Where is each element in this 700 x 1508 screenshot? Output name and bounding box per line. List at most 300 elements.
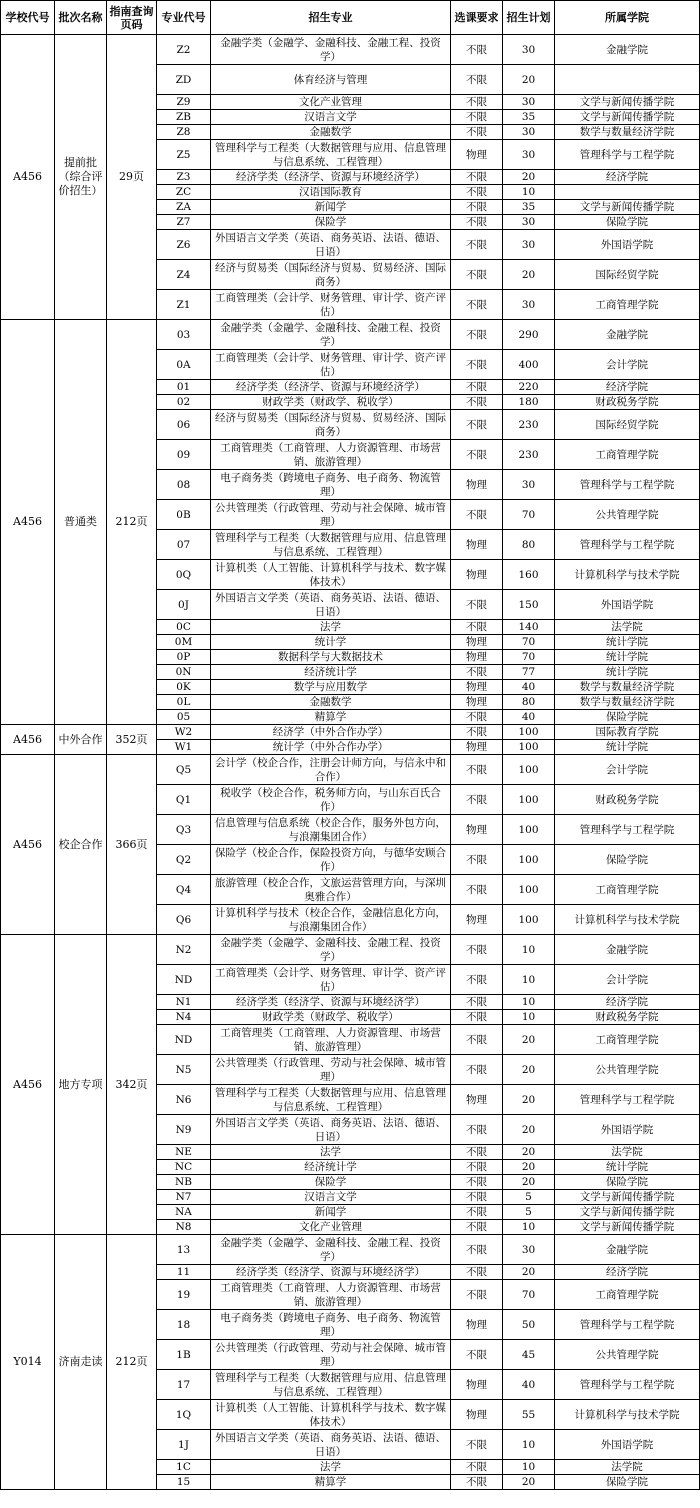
major-name-cell: 金融学类（金融学、金融科技、金融工程、投资学） bbox=[211, 35, 451, 65]
major-code-cell: Q2 bbox=[157, 845, 211, 875]
requirement-cell: 不限 bbox=[451, 125, 503, 140]
major-code-cell: Q3 bbox=[157, 815, 211, 845]
school-code-cell: A456 bbox=[1, 725, 55, 755]
major-code-cell: 11 bbox=[157, 1265, 211, 1280]
plan-cell: 100 bbox=[503, 815, 555, 845]
major-code-cell: 15 bbox=[157, 1475, 211, 1490]
college-cell: 计算机科学与技术学院 bbox=[555, 560, 700, 590]
major-code-cell: Z5 bbox=[157, 140, 211, 170]
plan-cell: 10 bbox=[503, 1010, 555, 1025]
major-name-cell: 管理科学与工程类（大数据管理与应用、信息管理与信息系统、工程管理） bbox=[211, 140, 451, 170]
major-name-cell: 汉语言文学 bbox=[211, 1190, 451, 1205]
plan-cell: 20 bbox=[503, 1475, 555, 1490]
requirement-cell: 物理 bbox=[451, 560, 503, 590]
school-code-cell: A456 bbox=[1, 935, 55, 1235]
requirement-cell: 不限 bbox=[451, 260, 503, 290]
plan-cell: 10 bbox=[503, 935, 555, 965]
plan-cell: 20 bbox=[503, 1025, 555, 1055]
college-cell: 金融学院 bbox=[555, 35, 700, 65]
major-name-cell: 公共管理类（行政管理、劳动与社会保障、城市管理） bbox=[211, 1055, 451, 1085]
major-code-cell: Q1 bbox=[157, 785, 211, 815]
table-row bbox=[1, 1235, 700, 1265]
college-cell: 经济学院 bbox=[555, 1265, 700, 1280]
college-cell: 会计学院 bbox=[555, 350, 700, 380]
requirement-cell: 不限 bbox=[451, 290, 503, 320]
major-name-cell: 保险学（校企合作，保险投资方向，与德华安顾合作） bbox=[211, 845, 451, 875]
school-code-cell: A456 bbox=[1, 320, 55, 725]
college-cell: 法学院 bbox=[555, 1460, 700, 1475]
major-code-cell: Z7 bbox=[157, 215, 211, 230]
major-name-cell: 新闻学 bbox=[211, 1205, 451, 1220]
requirement-cell: 不限 bbox=[451, 1265, 503, 1280]
college-cell: 工商管理学院 bbox=[555, 440, 700, 470]
guide-page-cell: 352页 bbox=[107, 725, 157, 755]
major-code-cell: Z8 bbox=[157, 125, 211, 140]
major-code-cell: Z6 bbox=[157, 230, 211, 260]
requirement-cell: 物理 bbox=[451, 815, 503, 845]
major-code-cell: 02 bbox=[157, 395, 211, 410]
plan-cell: 160 bbox=[503, 560, 555, 590]
plan-cell: 100 bbox=[503, 875, 555, 905]
plan-cell: 35 bbox=[503, 110, 555, 125]
major-name-cell: 财政学类（财政学、税收学） bbox=[211, 395, 451, 410]
major-name-cell: 税收学（校企合作，税务师方向，与山东百氏合作） bbox=[211, 785, 451, 815]
requirement-cell: 不限 bbox=[451, 725, 503, 740]
college-cell: 金融学院 bbox=[555, 935, 700, 965]
major-code-cell: 0Q bbox=[157, 560, 211, 590]
college-cell: 工商管理学院 bbox=[555, 875, 700, 905]
college-cell: 公共管理学院 bbox=[555, 500, 700, 530]
plan-cell: 230 bbox=[503, 440, 555, 470]
major-name-cell: 计算机科学与技术（校企合作，金融信息化方向，与浪潮集团合作） bbox=[211, 905, 451, 935]
requirement-cell: 物理 bbox=[451, 740, 503, 755]
major-name-cell: 经济学类（经济学、资源与环境经济学） bbox=[211, 1265, 451, 1280]
plan-cell: 77 bbox=[503, 665, 555, 680]
requirement-cell: 不限 bbox=[451, 965, 503, 995]
requirement-cell: 不限 bbox=[451, 1220, 503, 1235]
requirement-cell: 物理 bbox=[451, 140, 503, 170]
major-name-cell: 金融数学 bbox=[211, 695, 451, 710]
plan-cell: 10 bbox=[503, 1430, 555, 1460]
plan-cell: 55 bbox=[503, 1400, 555, 1430]
plan-cell: 40 bbox=[503, 680, 555, 695]
plan-cell: 70 bbox=[503, 650, 555, 665]
requirement-cell: 不限 bbox=[451, 95, 503, 110]
major-code-cell: 0L bbox=[157, 695, 211, 710]
college-cell: 财政税务学院 bbox=[555, 395, 700, 410]
college-cell: 数学与数量经济学院 bbox=[555, 680, 700, 695]
major-name-cell: 计算机类（人工智能、计算机科学与技术、数字媒体技术） bbox=[211, 560, 451, 590]
major-code-cell: 17 bbox=[157, 1370, 211, 1400]
major-name-cell: 电子商务类（跨境电子商务、电子商务、物流管理） bbox=[211, 470, 451, 500]
major-code-cell: 09 bbox=[157, 440, 211, 470]
plan-cell: 5 bbox=[503, 1205, 555, 1220]
college-cell: 会计学院 bbox=[555, 755, 700, 785]
college-cell: 文学与新闻传播学院 bbox=[555, 1220, 700, 1235]
college-cell: 工商管理学院 bbox=[555, 1280, 700, 1310]
major-code-cell: N7 bbox=[157, 1190, 211, 1205]
requirement-cell: 不限 bbox=[451, 995, 503, 1010]
major-name-cell: 工商管理类（工商管理、人力资源管理、市场营销、旅游管理） bbox=[211, 440, 451, 470]
requirement-cell: 不限 bbox=[451, 185, 503, 200]
major-name-cell: 管理科学与工程类（大数据管理与应用、信息管理与信息系统、工程管理） bbox=[211, 1370, 451, 1400]
major-code-cell: 1Q bbox=[157, 1400, 211, 1430]
major-code-cell: N2 bbox=[157, 935, 211, 965]
plan-cell: 70 bbox=[503, 500, 555, 530]
college-cell: 金融学院 bbox=[555, 320, 700, 350]
college-cell: 经济学院 bbox=[555, 380, 700, 395]
major-name-cell: 信息管理与信息系统（校企合作，服务外包方向，与浪潮集团合作） bbox=[211, 815, 451, 845]
plan-cell: 400 bbox=[503, 350, 555, 380]
major-name-cell: 工商管理类（工商管理、人力资源管理、市场营销、旅游管理） bbox=[211, 1280, 451, 1310]
major-code-cell: 01 bbox=[157, 380, 211, 395]
major-code-cell: ND bbox=[157, 965, 211, 995]
plan-cell: 20 bbox=[503, 1265, 555, 1280]
guide-page-cell: 342页 bbox=[107, 935, 157, 1235]
college-cell: 统计学院 bbox=[555, 650, 700, 665]
college-cell: 会计学院 bbox=[555, 965, 700, 995]
college-cell: 统计学院 bbox=[555, 740, 700, 755]
major-name-cell: 数据科学与大数据技术 bbox=[211, 650, 451, 665]
major-code-cell: 0C bbox=[157, 620, 211, 635]
college-cell: 经济学院 bbox=[555, 170, 700, 185]
major-name-cell: 公共管理类（行政管理、劳动与社会保障、城市管理） bbox=[211, 500, 451, 530]
major-code-cell: ZB bbox=[157, 110, 211, 125]
requirement-cell: 不限 bbox=[451, 875, 503, 905]
plan-cell: 100 bbox=[503, 785, 555, 815]
major-code-cell: NB bbox=[157, 1175, 211, 1190]
plan-cell: 100 bbox=[503, 845, 555, 875]
plan-cell: 5 bbox=[503, 1190, 555, 1205]
college-cell: 统计学院 bbox=[555, 1160, 700, 1175]
requirement-cell: 不限 bbox=[451, 1235, 503, 1265]
college-cell: 公共管理学院 bbox=[555, 1055, 700, 1085]
requirement-cell: 不限 bbox=[451, 200, 503, 215]
major-code-cell: Z4 bbox=[157, 260, 211, 290]
school-code-cell: A456 bbox=[1, 755, 55, 935]
plan-cell: 20 bbox=[503, 1145, 555, 1160]
plan-cell: 20 bbox=[503, 1160, 555, 1175]
requirement-cell: 不限 bbox=[451, 440, 503, 470]
requirement-cell: 不限 bbox=[451, 395, 503, 410]
college-cell: 法学院 bbox=[555, 620, 700, 635]
major-code-cell: 0N bbox=[157, 665, 211, 680]
major-name-cell: 管理科学与工程类（大数据管理与应用、信息管理与信息系统、工程管理） bbox=[211, 530, 451, 560]
plan-cell: 20 bbox=[503, 170, 555, 185]
college-cell: 保险学院 bbox=[555, 1475, 700, 1490]
requirement-cell: 不限 bbox=[451, 845, 503, 875]
college-cell: 文学与新闻传播学院 bbox=[555, 200, 700, 215]
major-name-cell: 旅游管理（校企合作，文旅运营管理方向，与深圳奥雅合作） bbox=[211, 875, 451, 905]
table-row bbox=[1, 320, 700, 350]
requirement-cell: 物理 bbox=[451, 1085, 503, 1115]
major-name-cell: 法学 bbox=[211, 620, 451, 635]
major-code-cell: 08 bbox=[157, 470, 211, 500]
plan-cell: 40 bbox=[503, 710, 555, 725]
requirement-cell: 物理 bbox=[451, 530, 503, 560]
major-code-cell: 1B bbox=[157, 1340, 211, 1370]
major-name-cell: 新闻学 bbox=[211, 200, 451, 215]
batch-cell: 普通类 bbox=[55, 320, 107, 725]
major-code-cell: ND bbox=[157, 1025, 211, 1055]
plan-cell: 100 bbox=[503, 725, 555, 740]
guide-page-cell: 212页 bbox=[107, 320, 157, 725]
major-name-cell: 管理科学与工程类（大数据管理与应用、信息管理与信息系统、工程管理） bbox=[211, 1085, 451, 1115]
college-cell: 文学与新闻传播学院 bbox=[555, 110, 700, 125]
requirement-cell: 不限 bbox=[451, 110, 503, 125]
major-code-cell: 0P bbox=[157, 650, 211, 665]
college-cell bbox=[555, 185, 700, 200]
college-cell: 保险学院 bbox=[555, 845, 700, 875]
plan-cell: 100 bbox=[503, 905, 555, 935]
guide-page-cell: 366页 bbox=[107, 755, 157, 935]
college-cell: 数学与数量经济学院 bbox=[555, 125, 700, 140]
major-code-cell: N6 bbox=[157, 1085, 211, 1115]
major-name-cell: 经济与贸易类（国际经济与贸易、贸易经济、国际商务） bbox=[211, 410, 451, 440]
college-cell: 保险学院 bbox=[555, 215, 700, 230]
plan-cell: 80 bbox=[503, 530, 555, 560]
major-name-cell: 精算学 bbox=[211, 1475, 451, 1490]
major-name-cell: 统计学（中外合作办学） bbox=[211, 740, 451, 755]
table-row bbox=[1, 755, 700, 785]
college-cell: 数学与数量经济学院 bbox=[555, 695, 700, 710]
header-batch: 批次名称 bbox=[55, 1, 107, 35]
major-name-cell: 体育经济与管理 bbox=[211, 65, 451, 95]
major-code-cell: Q5 bbox=[157, 755, 211, 785]
batch-cell: 地方专项 bbox=[55, 935, 107, 1235]
requirement-cell: 不限 bbox=[451, 785, 503, 815]
requirement-cell: 物理 bbox=[451, 1370, 503, 1400]
requirement-cell: 不限 bbox=[451, 620, 503, 635]
major-code-cell: 06 bbox=[157, 410, 211, 440]
plan-cell: 290 bbox=[503, 320, 555, 350]
major-code-cell: 13 bbox=[157, 1235, 211, 1265]
plan-cell: 30 bbox=[503, 140, 555, 170]
college-cell: 管理科学与工程学院 bbox=[555, 1085, 700, 1115]
major-name-cell: 文化产业管理 bbox=[211, 1220, 451, 1235]
requirement-cell: 不限 bbox=[451, 1145, 503, 1160]
college-cell: 文学与新闻传播学院 bbox=[555, 1190, 700, 1205]
table-row bbox=[1, 725, 700, 740]
requirement-cell: 物理 bbox=[451, 470, 503, 500]
plan-cell: 70 bbox=[503, 1280, 555, 1310]
major-name-cell: 数学与应用数学 bbox=[211, 680, 451, 695]
plan-cell: 35 bbox=[503, 200, 555, 215]
major-name-cell: 保险学 bbox=[211, 1175, 451, 1190]
major-name-cell: 外国语言文学类（英语、商务英语、法语、德语、日语） bbox=[211, 590, 451, 620]
requirement-cell: 不限 bbox=[451, 215, 503, 230]
college-cell: 国际教育学院 bbox=[555, 725, 700, 740]
requirement-cell: 物理 bbox=[451, 695, 503, 710]
plan-cell: 30 bbox=[503, 1235, 555, 1265]
college-cell: 保险学院 bbox=[555, 1175, 700, 1190]
plan-cell: 30 bbox=[503, 290, 555, 320]
plan-cell: 20 bbox=[503, 1055, 555, 1085]
college-cell: 法学院 bbox=[555, 1145, 700, 1160]
school-code-cell: Y014 bbox=[1, 1235, 55, 1490]
major-name-cell: 经济统计学 bbox=[211, 1160, 451, 1175]
requirement-cell: 不限 bbox=[451, 1175, 503, 1190]
major-code-cell: 0A bbox=[157, 350, 211, 380]
header-school-code: 学校代号 bbox=[1, 1, 55, 35]
major-code-cell: Q6 bbox=[157, 905, 211, 935]
plan-cell: 220 bbox=[503, 380, 555, 395]
plan-cell: 50 bbox=[503, 1310, 555, 1340]
college-cell: 文学与新闻传播学院 bbox=[555, 1205, 700, 1220]
major-code-cell: 05 bbox=[157, 710, 211, 725]
plan-cell: 30 bbox=[503, 35, 555, 65]
requirement-cell: 物理 bbox=[451, 1310, 503, 1340]
major-code-cell: NC bbox=[157, 1160, 211, 1175]
table-row bbox=[1, 35, 700, 65]
plan-cell: 80 bbox=[503, 695, 555, 710]
plan-cell: 70 bbox=[503, 635, 555, 650]
major-code-cell: W1 bbox=[157, 740, 211, 755]
requirement-cell: 不限 bbox=[451, 230, 503, 260]
plan-cell: 100 bbox=[503, 755, 555, 785]
major-name-cell: 经济统计学 bbox=[211, 665, 451, 680]
plan-cell: 20 bbox=[503, 1175, 555, 1190]
college-cell: 管理科学与工程学院 bbox=[555, 470, 700, 500]
plan-cell: 30 bbox=[503, 470, 555, 500]
requirement-cell: 不限 bbox=[451, 65, 503, 95]
major-name-cell: 财政学类（财政学、税收学） bbox=[211, 1010, 451, 1025]
table-header-row bbox=[1, 1, 700, 35]
major-name-cell: 工商管理类（工商管理、人力资源管理、市场营销、旅游管理） bbox=[211, 1025, 451, 1055]
plan-cell: 30 bbox=[503, 230, 555, 260]
plan-cell: 30 bbox=[503, 125, 555, 140]
plan-cell: 230 bbox=[503, 410, 555, 440]
college-cell: 国际经贸学院 bbox=[555, 260, 700, 290]
major-name-cell: 保险学 bbox=[211, 215, 451, 230]
college-cell: 国际经贸学院 bbox=[555, 410, 700, 440]
major-name-cell: 金融学类（金融学、金融科技、金融工程、投资学） bbox=[211, 935, 451, 965]
plan-cell: 40 bbox=[503, 1370, 555, 1400]
major-name-cell: 精算学 bbox=[211, 710, 451, 725]
major-name-cell: 工商管理类（会计学、财务管理、审计学、资产评估） bbox=[211, 290, 451, 320]
major-code-cell: N4 bbox=[157, 1010, 211, 1025]
major-name-cell: 外国语言文学类（英语、商务英语、法语、德语、日语） bbox=[211, 1115, 451, 1145]
major-name-cell: 工商管理类（会计学、财务管理、审计学、资产评估） bbox=[211, 350, 451, 380]
requirement-cell: 不限 bbox=[451, 500, 503, 530]
requirement-cell: 物理 bbox=[451, 1400, 503, 1430]
guide-page-cell: 29页 bbox=[107, 35, 157, 320]
college-cell: 管理科学与工程学院 bbox=[555, 1370, 700, 1400]
major-code-cell: Q4 bbox=[157, 875, 211, 905]
college-cell: 管理科学与工程学院 bbox=[555, 530, 700, 560]
major-name-cell: 汉语言文学 bbox=[211, 110, 451, 125]
header-guide-page: 指南查询页码 bbox=[107, 1, 157, 35]
plan-cell: 180 bbox=[503, 395, 555, 410]
major-code-cell: 1C bbox=[157, 1460, 211, 1475]
college-cell: 外国语学院 bbox=[555, 1430, 700, 1460]
college-cell bbox=[555, 65, 700, 95]
school-code-cell: A456 bbox=[1, 35, 55, 320]
requirement-cell: 物理 bbox=[451, 650, 503, 665]
header-major-code: 专业代号 bbox=[157, 1, 211, 35]
major-code-cell: 0B bbox=[157, 500, 211, 530]
college-cell: 管理科学与工程学院 bbox=[555, 140, 700, 170]
requirement-cell: 不限 bbox=[451, 380, 503, 395]
table-row bbox=[1, 935, 700, 965]
major-code-cell: Z2 bbox=[157, 35, 211, 65]
plan-cell: 10 bbox=[503, 1220, 555, 1235]
plan-cell: 10 bbox=[503, 1460, 555, 1475]
major-code-cell: 03 bbox=[157, 320, 211, 350]
major-name-cell: 金融学类（金融学、金融科技、金融工程、投资学） bbox=[211, 1235, 451, 1265]
college-cell: 计算机科学与技术学院 bbox=[555, 1400, 700, 1430]
college-cell: 外国语学院 bbox=[555, 1115, 700, 1145]
major-code-cell: NE bbox=[157, 1145, 211, 1160]
batch-cell: 济南走读 bbox=[55, 1235, 107, 1490]
plan-cell: 150 bbox=[503, 590, 555, 620]
college-cell: 统计学院 bbox=[555, 635, 700, 650]
requirement-cell: 不限 bbox=[451, 1055, 503, 1085]
major-code-cell: N9 bbox=[157, 1115, 211, 1145]
plan-cell: 45 bbox=[503, 1340, 555, 1370]
requirement-cell: 不限 bbox=[451, 35, 503, 65]
guide-page-cell: 212页 bbox=[107, 1235, 157, 1490]
major-name-cell: 工商管理类（会计学、财务管理、审计学、资产评估） bbox=[211, 965, 451, 995]
requirement-cell: 不限 bbox=[451, 935, 503, 965]
major-code-cell: 07 bbox=[157, 530, 211, 560]
major-code-cell: W2 bbox=[157, 725, 211, 740]
major-code-cell: 19 bbox=[157, 1280, 211, 1310]
requirement-cell: 不限 bbox=[451, 1115, 503, 1145]
plan-cell: 20 bbox=[503, 1115, 555, 1145]
plan-cell: 30 bbox=[503, 95, 555, 110]
header-major: 招生专业 bbox=[211, 1, 451, 35]
college-cell: 财政税务学院 bbox=[555, 785, 700, 815]
major-name-cell: 外国语言文学类（英语、商务英语、法语、德语、日语） bbox=[211, 230, 451, 260]
major-name-cell: 计算机类（人工智能、计算机科学与技术、数字媒体技术） bbox=[211, 1400, 451, 1430]
batch-cell: 中外合作 bbox=[55, 725, 107, 755]
major-code-cell: N1 bbox=[157, 995, 211, 1010]
batch-cell: 提前批（综合评价招生） bbox=[55, 35, 107, 320]
requirement-cell: 不限 bbox=[451, 320, 503, 350]
college-cell: 外国语学院 bbox=[555, 230, 700, 260]
major-name-cell: 经济与贸易类（国际经济与贸易、贸易经济、国际商务） bbox=[211, 260, 451, 290]
major-code-cell: ZA bbox=[157, 200, 211, 215]
major-name-cell: 文化产业管理 bbox=[211, 95, 451, 110]
major-name-cell: 经济学类（经济学、资源与环境经济学） bbox=[211, 995, 451, 1010]
major-code-cell: N5 bbox=[157, 1055, 211, 1085]
plan-cell: 20 bbox=[503, 260, 555, 290]
requirement-cell: 不限 bbox=[451, 665, 503, 680]
college-cell: 金融学院 bbox=[555, 1235, 700, 1265]
major-code-cell: Z9 bbox=[157, 95, 211, 110]
requirement-cell: 不限 bbox=[451, 1010, 503, 1025]
plan-cell: 10 bbox=[503, 185, 555, 200]
college-cell: 工商管理学院 bbox=[555, 290, 700, 320]
college-cell: 管理科学与工程学院 bbox=[555, 815, 700, 845]
requirement-cell: 不限 bbox=[451, 170, 503, 185]
batch-cell: 校企合作 bbox=[55, 755, 107, 935]
college-cell: 财政税务学院 bbox=[555, 1010, 700, 1025]
college-cell: 文学与新闻传播学院 bbox=[555, 95, 700, 110]
requirement-cell: 物理 bbox=[451, 905, 503, 935]
major-name-cell: 法学 bbox=[211, 1460, 451, 1475]
major-name-cell: 经济学类（经济学、资源与环境经济学） bbox=[211, 380, 451, 395]
header-college: 所属学院 bbox=[555, 1, 700, 35]
plan-cell: 10 bbox=[503, 965, 555, 995]
requirement-cell: 不限 bbox=[451, 710, 503, 725]
college-cell: 外国语学院 bbox=[555, 590, 700, 620]
major-name-cell: 法学 bbox=[211, 1145, 451, 1160]
major-code-cell: 18 bbox=[157, 1310, 211, 1340]
requirement-cell: 不限 bbox=[451, 1460, 503, 1475]
major-name-cell: 经济学（中外合作办学） bbox=[211, 725, 451, 740]
